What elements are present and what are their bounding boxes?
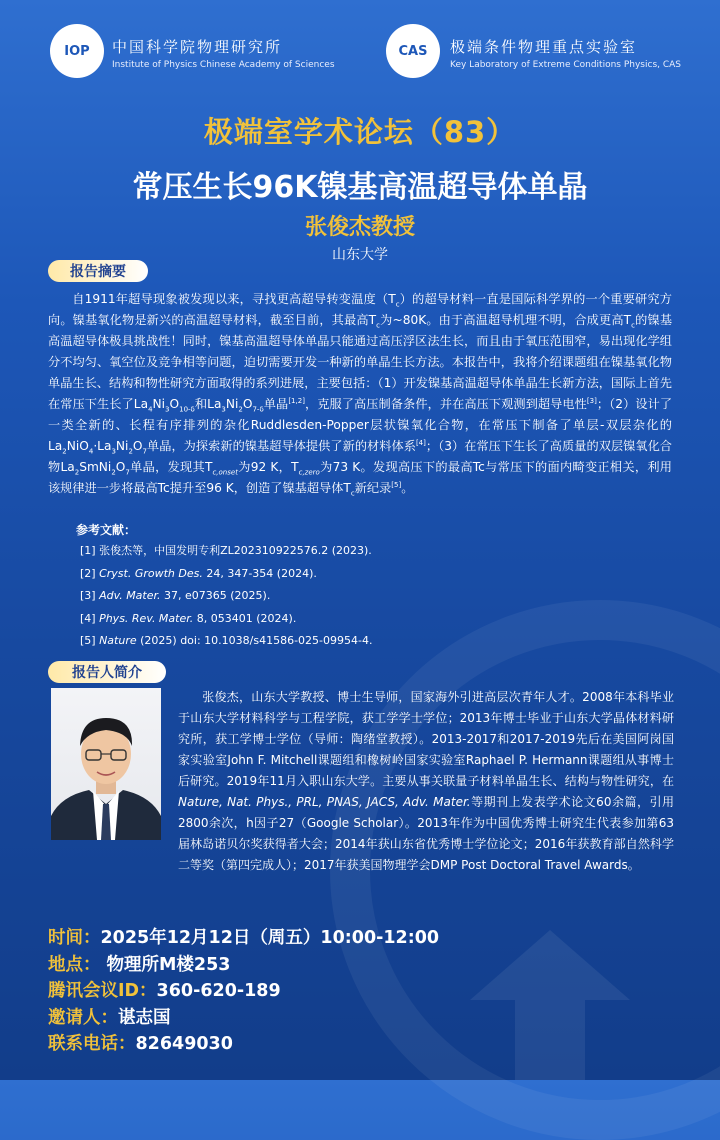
speaker-photo xyxy=(51,688,161,840)
lab-name-en: Key Laboratory of Extreme Conditions Physics, CAS xyxy=(450,60,682,70)
references-heading: 参考文献： xyxy=(76,523,137,537)
iop-name-en: Institute of Physics Chinese Academy of Sciences xyxy=(112,60,335,70)
lab-logo-icon xyxy=(386,24,440,78)
reference-item: [5] Nature (2025) doi: 10.1038/s41586-025-09954-4. xyxy=(80,634,373,647)
abstract-text: 自1911年超导现象被发现以来，寻找更高超导转变温度$(T_c)$的超导材料一直是国际科学界的一个重要研究方向。镍基氧化物是新兴的高温超导材料，截至目前，其最高$T_c$为~80K。由于高温超导机理不明，合成更高$T_c$的镍基高温超导体极具挑战性！同时，镍基高温超导体单晶只能通过高压浮区法生长，而且由于氧压范围窄，易出现化学组分不均匀、氧空位及竞争相等问题，迫切需要开发一种新的单晶生长方法。本报告中，我将介绍课题组在镍基氧化物单晶生长、结构和物性研究方面取得的系列进展，主要包括：（1）开发镍基高温超导体单晶生长新方法，国际上首先在常压下生长了$La_4Ni_3O_{10-\delta}$和$La_3Ni_2O_{7-\delta}$单晶[1,2]，克服了高压制备条件，并在高压下观测到超导电性[3]；（2）设计了一类全新的、长程有序排列的杂化Ruddlesden-Popper层状镍氧化合物，在常压下制备了单层-双层杂化的$La_2NiO_4\cdot La_3Ni_2O_7$单晶，为探索新的镍基超导体提供了新的材料体系[4]；（3）在常压下生长了高质量的双层镍氧化合物$La_2SmNi_2O_7$单晶，发现其$T_{c,onset}$为92 K，$T_{c,zero}$为73 K。发现高压下的最高Tc与常压下的面内畸变正相关，利用该规律进一步将最高Tc提升至96 K，创造了镍基超导体$T_c$新纪录[5]。 xyxy=(48,292,673,498)
lab-name-cn: 极端条件物理重点实验室 xyxy=(450,38,638,56)
host-row: 邀请人：谌志国 xyxy=(48,1007,171,1028)
talk-title: 常压生长96K镍基高温超导体单晶 xyxy=(132,170,588,205)
iop-logo-text: IOP xyxy=(64,43,90,59)
speaker-name: 张俊杰教授 xyxy=(304,215,415,240)
abstract-heading: 报告摘要 xyxy=(48,260,148,282)
reference-item: [4] Phys. Rev. Mater. 8, 053401 (2024). xyxy=(80,611,297,625)
phone-row: 联系电话：82649030 xyxy=(48,1034,233,1054)
meeting-id-row: 腾讯会议ID：360-620-189 xyxy=(48,981,281,1001)
reference-item: [3] Adv. Mater. 37, e07365 (2025). xyxy=(80,589,271,602)
references-list xyxy=(80,540,640,653)
forum-series-title: 极端室学术论坛（83） xyxy=(203,115,517,149)
place-row: 地点： 物理所M楼253 xyxy=(48,954,231,975)
speaker-affiliation: 山东大学 xyxy=(332,247,388,263)
event-info xyxy=(48,925,688,1058)
time-row: 时间：2025年12月12日（周五）10:00-12:00 xyxy=(48,928,440,948)
iop-logo-icon xyxy=(50,24,104,78)
bio-heading: 报告人简介 xyxy=(48,661,166,683)
reference-item: [2] Cryst. Growth Des. 24, 347-354 (2024). xyxy=(80,566,317,580)
reference-item: [1] 张俊杰等，中国发明专利ZL202310922576.2 (2023). xyxy=(80,544,372,557)
speaker-bio: 张俊杰，山东大学教授、博士生导师，国家海外引进高层次青年人才。2008年本科毕业于山东大学材料科学与工程学院，获工学学士学位；2013年博士毕业于山东大学晶体材料研究所，获工学博士学位（导师：陶绪堂教授）。2013-2017和2017-2019先后在美国阿岗国家实验室John F. Mitchell课题组和橡树岭国家实验室Raphael P. Hermann课题组从事博士后研究。2019年11月入职山东大学。主要从事关联量子材料单晶生长、结构与物性研究，在Nature, Nat. Phys., PRL, PNAS, JACS, Adv. Mater.等期刊上发表学术论文60余篇，引用2800余次，h因子27（Google Scholar）。2013年作为中国优秀博士研究生代表参加第63届林岛诺贝尔奖获得者大会；2014年获山东省优秀博士学位论文；2016年获教育部自然科学二等奖（第四完成人）；2017年获美国物理学会DMP Post Doctoral Travel Awards。 xyxy=(178,690,674,872)
header xyxy=(0,0,720,95)
lab-logo-text: CAS xyxy=(398,43,428,59)
iop-name-cn: 中国科学院物理研究所 xyxy=(112,38,283,56)
